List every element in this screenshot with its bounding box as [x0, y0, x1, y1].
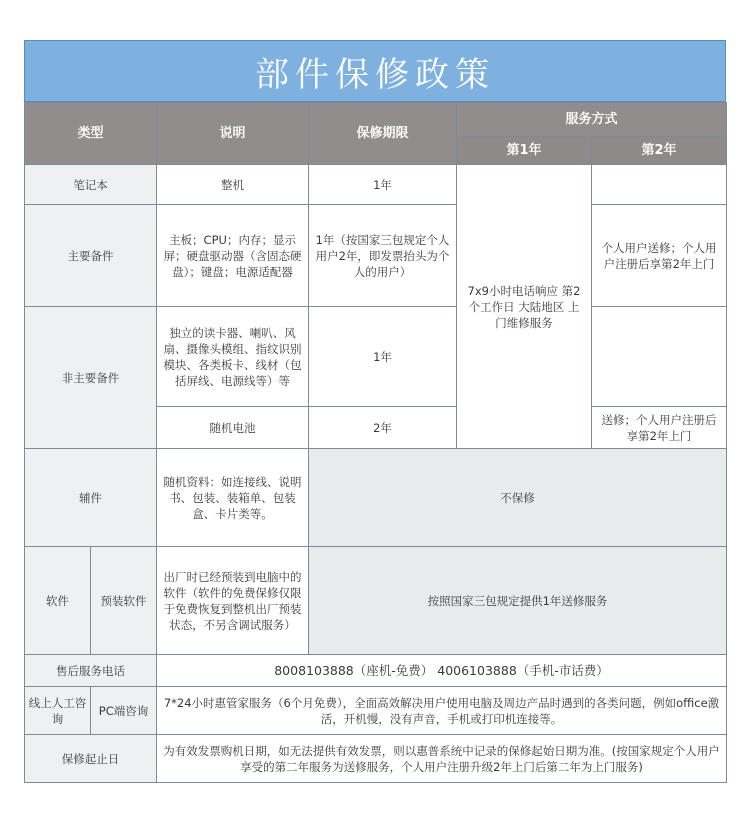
start-date-value: 为有效发票购机日期，如无法提供有效发票，则以惠普系统中记录的保修起始日期为准。(按国家规定个人用户享受的第二年服务为送修服务，个人用户注册升级2年上门后第二年为上门服务) — [157, 735, 727, 783]
row-accessories — [25, 449, 727, 547]
notebook-desc: 整机 — [157, 165, 309, 205]
header-period: 保修期限 — [309, 103, 457, 165]
main-parts-type: 主要备件 — [25, 205, 157, 307]
row-hotline — [25, 655, 727, 687]
software-type: 软件 — [25, 547, 91, 655]
row-online — [25, 687, 727, 735]
page-title: 部件保修政策 — [24, 40, 726, 102]
non-main-parts-desc: 独立的读卡器、喇叭、风扇、摄像头模组、指纹识别模块、各类板卡、线材（包括屏线、电源线等）等 — [157, 307, 309, 407]
start-date-label: 保修起止日 — [25, 735, 157, 783]
accessories-desc: 随机资料：如连接线、说明书、包装、装箱单、包装盒、卡片类等。 — [157, 449, 309, 547]
hotline-label: 售后服务电话 — [25, 655, 157, 687]
battery-period: 2年 — [309, 407, 457, 449]
online-sublabel: PC端咨询 — [91, 687, 157, 735]
non-main-parts-type: 非主要备件 — [25, 307, 157, 449]
warranty-table — [24, 102, 727, 783]
service-year2-a: 个人用户送修；个人用户注册后享第2年上门 — [592, 205, 727, 307]
header-row — [25, 103, 727, 137]
service-year1: 7x9小时电话响应 第2个工作日 大陆地区 上门维修服务 — [457, 165, 592, 449]
non-main-parts-period: 1年 — [309, 307, 457, 407]
service-year2-non-main — [592, 307, 727, 407]
header-year2: 第2年 — [592, 137, 727, 165]
notebook-type: 笔记本 — [25, 165, 157, 205]
service-year2-notebook — [592, 165, 727, 205]
service-year2-b: 送修；个人用户注册后享第2年上门 — [592, 407, 727, 449]
row-non-main-parts — [25, 307, 727, 407]
main-parts-period: 1年（按国家三包规定个人用户2年，即发票抬头为个人的用户） — [309, 205, 457, 307]
software-subtype: 预装软件 — [91, 547, 157, 655]
row-start-date — [25, 735, 727, 783]
software-desc: 出厂时已经预装到电脑中的软件（软件的免费保修仅限于免费恢复到整机出厂预装状态，不另含调试服务） — [157, 547, 309, 655]
warranty-policy-table-container — [24, 40, 726, 783]
online-label: 线上人工咨询 — [25, 687, 91, 735]
software-policy: 按照国家三包规定提供1年送修服务 — [309, 547, 727, 655]
header-service: 服务方式 — [457, 103, 727, 137]
row-main-parts — [25, 205, 727, 307]
main-parts-desc: 主板；CPU；内存；显示屏；硬盘驱动器（含固态硬盘）；键盘；电源适配器 — [157, 205, 309, 307]
accessories-policy: 不保修 — [309, 449, 727, 547]
hotline-value: 8008103888（座机-免费） 4006103888（手机-市话费） — [157, 655, 727, 687]
battery-desc: 随机电池 — [157, 407, 309, 449]
header-desc: 说明 — [157, 103, 309, 165]
row-software — [25, 547, 727, 655]
row-notebook — [25, 165, 727, 205]
header-type: 类型 — [25, 103, 157, 165]
online-value: 7*24小时惠管家服务（6个月免费），全面高效解决用户使用电脑及周边产品时遇到的各类问题，例如office激活，开机慢，没有声音，手机或打印机连接等。 — [157, 687, 727, 735]
header-year1: 第1年 — [457, 137, 592, 165]
accessories-type: 辅件 — [25, 449, 157, 547]
notebook-period: 1年 — [309, 165, 457, 205]
